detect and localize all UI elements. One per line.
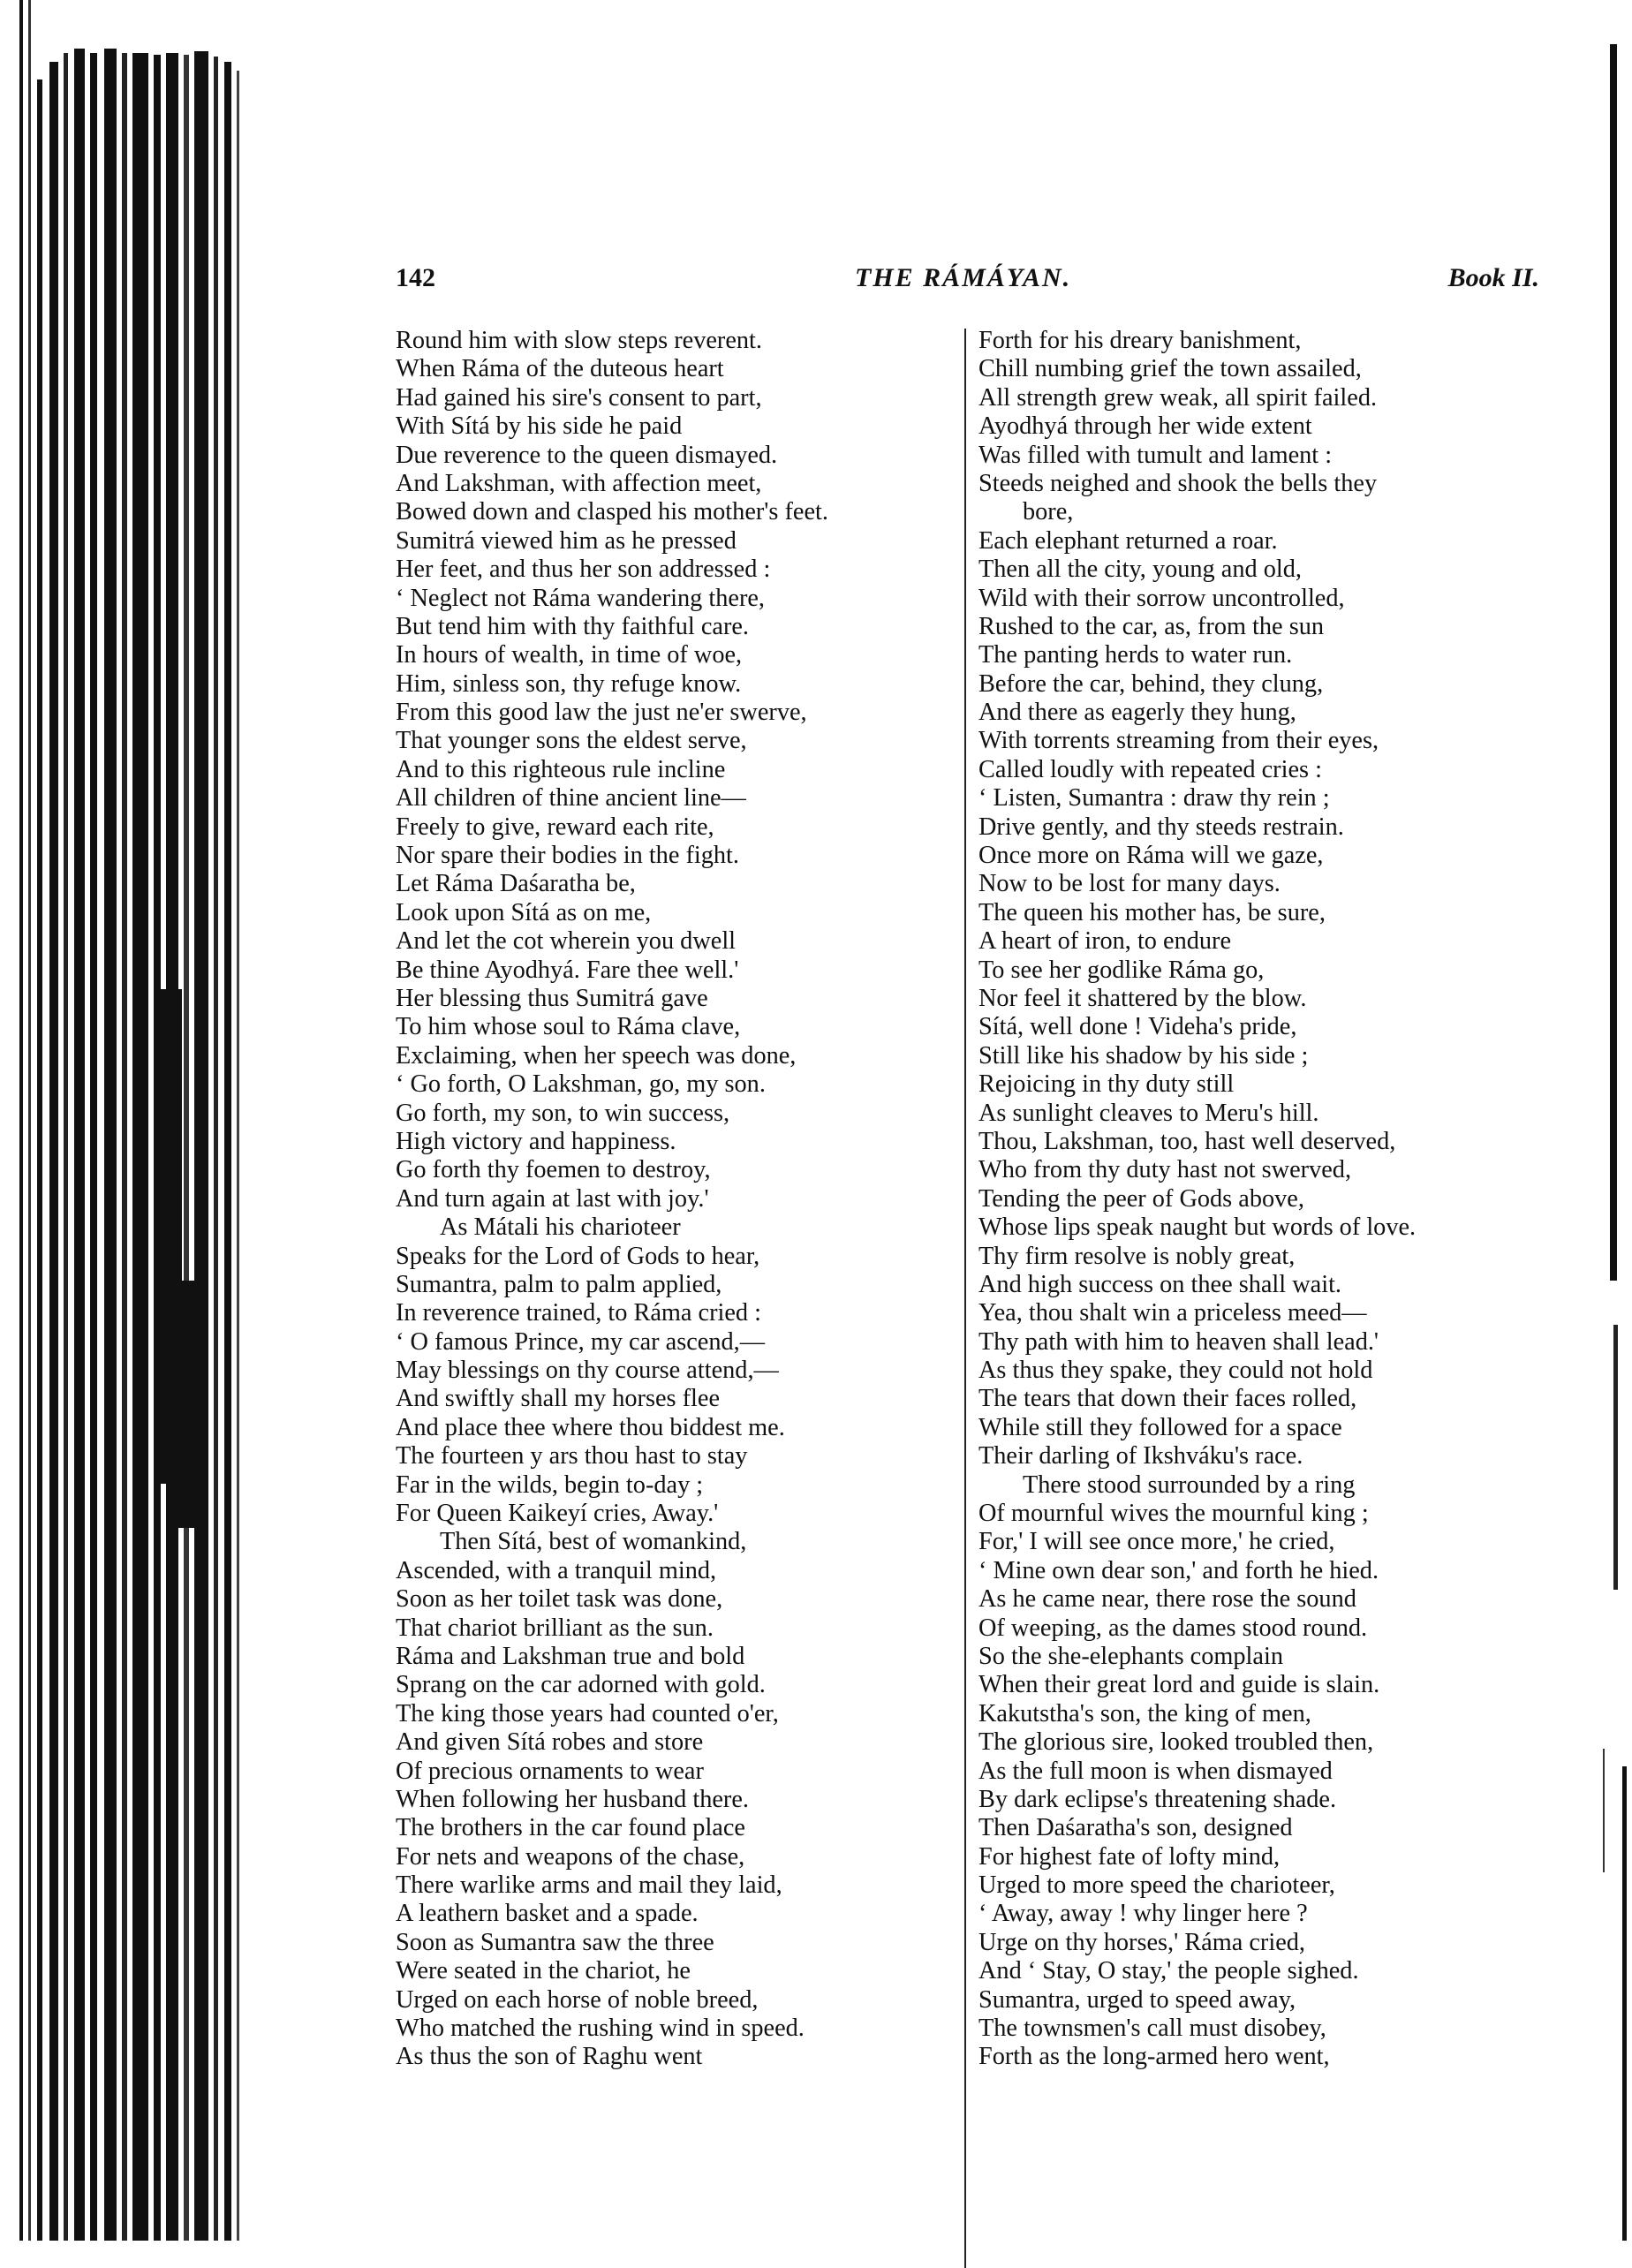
verse-line: Go forth, my son, to win success, <box>396 1099 730 1127</box>
verse-line: Were seated in the chariot, he <box>396 1957 691 1985</box>
verse-line: A heart of iron, to endure <box>978 927 1232 956</box>
verse-line: Her blessing thus Sumitrá gave <box>396 984 708 1012</box>
verse-line: And given Sítá robes and store <box>396 1728 704 1757</box>
verse-line: All strength grew weak, all spirit failed. <box>978 383 1378 412</box>
running-head <box>396 258 1539 302</box>
verse-line: And high success on thee shall wait. <box>978 1270 1342 1298</box>
verse-line: Of weeping, as the dames stood round. <box>978 1614 1368 1642</box>
left-column <box>396 327 961 2072</box>
verse-line: Speaks for the Lord of Gods to hear, <box>396 1242 760 1270</box>
verse-line: bore, <box>1023 498 1074 526</box>
verse-line: Called loudly with repeated cries : <box>978 755 1322 783</box>
verse-line: Ascended, with a tranquil mind, <box>396 1556 717 1584</box>
verse-line: That younger sons the eldest serve, <box>396 727 747 755</box>
verse-line: There stood surrounded by a ring <box>1023 1470 1356 1499</box>
verse-line: Still like his shadow by his side ; <box>978 1041 1309 1070</box>
verse-line: A leathern basket and a spade. <box>396 1900 699 1928</box>
verse-line: Thou, Lakshman, too, hast well deserved, <box>978 1127 1396 1155</box>
verse-line: Of mournful wives the mournful king ; <box>978 1500 1369 1528</box>
verse-line: Sprang on the car adorned with gold. <box>396 1671 766 1699</box>
verse-line: In hours of wealth, in time of woe, <box>396 641 743 669</box>
verse-line: Exclaiming, when her speech was done, <box>396 1041 797 1070</box>
book-gutter <box>0 0 256 2241</box>
verse-line: Then all the city, young and old, <box>978 556 1302 584</box>
verse-line: Thy firm resolve is nobly great, <box>978 1242 1296 1270</box>
verse-line: With Sítá by his side he paid <box>396 412 683 441</box>
verse-line: To him whose soul to Ráma clave, <box>396 1013 741 1041</box>
verse-line: Freely to give, reward each rite, <box>396 813 714 841</box>
verse-line: Once more on Ráma will we gaze, <box>978 842 1324 870</box>
verse-line: Forth for his dreary banishment, <box>978 327 1302 354</box>
verse-line: Whose lips speak naught but words of love. <box>978 1213 1417 1242</box>
verse-line: Let Ráma Daśaratha be, <box>396 870 636 898</box>
verse-line: Urged to more speed the charioteer, <box>978 1871 1335 1900</box>
verse-line: Her feet, and thus her son addressed : <box>396 556 771 584</box>
verse-line: The townsmen's call must disobey, <box>978 2015 1326 2043</box>
verse-line: Chill numbing grief the town assailed, <box>978 355 1362 383</box>
verse-line: ‘ Mine own dear son,' and forth he hied. <box>978 1556 1379 1584</box>
verse-line: The fourteen y ars thou hast to stay <box>396 1442 748 1470</box>
verse-line: ‘ O famous Prince, my car ascend,— <box>396 1327 766 1356</box>
verse-line: Wild with their sorrow uncontrolled, <box>978 584 1345 612</box>
verse-line: As thus the son of Raghu went <box>396 2043 703 2071</box>
verse-line: May blessings on thy course attend,— <box>396 1357 779 1385</box>
verse-line: Then Sítá, best of womankind, <box>440 1528 747 1556</box>
verse-line: Soon as her toilet task was done, <box>396 1585 723 1614</box>
verse-line: Him, sinless son, thy refuge know. <box>396 669 742 698</box>
column-divider <box>964 329 966 2268</box>
verse-line: With torrents streaming from their eyes, <box>978 727 1379 755</box>
verse-line: The panting herds to water run. <box>978 641 1293 669</box>
verse-line: Thy path with him to heaven shall lead.' <box>978 1327 1379 1356</box>
verse-line: Soon as Sumantra saw the three <box>396 1928 714 1956</box>
verse-line: Forth as the long-armed hero went, <box>978 2043 1330 2071</box>
verse-line: Steeds neighed and shook the bells they <box>978 469 1378 497</box>
verse-line: Sumantra, urged to speed away, <box>978 1985 1296 2014</box>
page-edge <box>1576 0 1632 2241</box>
verse-line: Sumantra, palm to palm applied, <box>396 1270 722 1298</box>
verse-line: Then Daśaratha's son, designed <box>978 1814 1293 1842</box>
verse-line: Bowed down and clasped his mother's feet. <box>396 498 828 526</box>
verse-line: And Lakshman, with affection meet, <box>396 469 762 497</box>
verse-line: And to this righteous rule incline <box>396 755 726 783</box>
verse-line: And place thee where thou biddest me. <box>396 1413 785 1441</box>
verse-line: And turn again at last with joy.' <box>396 1184 709 1213</box>
verse-line: Drive gently, and thy steeds restrain. <box>978 813 1344 841</box>
verse-line: There warlike arms and mail they laid, <box>396 1871 782 1900</box>
page-number: 142 <box>396 263 435 292</box>
verse-line: Had gained his sire's consent to part, <box>396 383 762 412</box>
verse-line: Now to be lost for many days. <box>978 870 1281 898</box>
verse-line: Of precious ornaments to wear <box>396 1757 704 1785</box>
verse-line: Urge on thy horses,' Ráma cried, <box>978 1928 1305 1956</box>
verse-line: Tending the peer of Gods above, <box>978 1184 1304 1213</box>
verse-line: That chariot brilliant as the sun. <box>396 1614 714 1642</box>
verse-line: Far in the wilds, begin to-day ; <box>396 1470 704 1499</box>
verse-line: Ayodhyá through her wide extent <box>978 412 1312 441</box>
verse-line: Be thine Ayodhyá. Fare thee well.' <box>396 956 739 984</box>
verse-line: From this good law the just ne'er swerve, <box>396 699 807 727</box>
verse-line: Look upon Sítá as on me, <box>396 898 652 926</box>
verse-line: For nets and weapons of the chase, <box>396 1842 745 1871</box>
verse-line: Who matched the rushing wind in speed. <box>396 2015 805 2043</box>
verse-line: For,' I will see once more,' he cried, <box>978 1528 1335 1556</box>
verse-line: All children of thine ancient line— <box>396 784 746 813</box>
verse-line: So the she-elephants complain <box>978 1642 1283 1670</box>
verse-line: Go forth thy foemen to destroy, <box>396 1156 711 1184</box>
verse-line: Round him with slow steps reverent. <box>396 327 762 354</box>
verse-line: Sumitrá viewed him as he pressed <box>396 526 737 555</box>
verse-line: ‘ Listen, Sumantra : draw thy rein ; <box>978 784 1330 813</box>
verse-line: For Queen Kaikeyí cries, Away.' <box>396 1500 719 1528</box>
verse-line: When following her husband there. <box>396 1785 749 1813</box>
verse-line: Ráma and Lakshman true and bold <box>396 1642 745 1670</box>
verse-line: As he came near, there rose the sound <box>978 1585 1356 1614</box>
verse-line: In reverence trained, to Ráma cried : <box>396 1299 762 1327</box>
verse-line: Nor feel it shattered by the blow. <box>978 984 1307 1012</box>
verse-line: Due reverence to the queen dismayed. <box>396 441 778 469</box>
verse-line: The queen his mother has, be sure, <box>978 898 1326 926</box>
verse-line: High victory and happiness. <box>396 1127 676 1155</box>
verse-line: ‘ Go forth, O Lakshman, go, my son. <box>396 1070 766 1099</box>
verse-line: By dark eclipse's threatening shade. <box>978 1785 1337 1813</box>
verse-line: Their darling of Ikshváku's race. <box>978 1442 1303 1470</box>
verse-line: When Ráma of the duteous heart <box>396 355 724 383</box>
right-column <box>978 327 1544 2072</box>
verse-line: The king those years had counted o'er, <box>396 1699 779 1727</box>
verse-line: Before the car, behind, they clung, <box>978 669 1324 698</box>
verse-line: As thus they spake, they could not hold <box>978 1357 1373 1385</box>
verse-line: And let the cot wherein you dwell <box>396 927 737 956</box>
verse-line: Urged on each horse of noble breed, <box>396 1985 759 2014</box>
verse-line: To see her godlike Ráma go, <box>978 956 1265 984</box>
verse-line: The glorious sire, looked troubled then, <box>978 1728 1374 1757</box>
verse-line: And there as eagerly they hung, <box>978 699 1296 727</box>
verse-line: Rejoicing in thy duty still <box>978 1070 1235 1099</box>
book-label: Book II. <box>1447 263 1539 292</box>
verse-line: Rushed to the car, as, from the sun <box>978 612 1325 640</box>
verse-line: When their great lord and guide is slain. <box>978 1671 1380 1699</box>
verse-line: ‘ Neglect not Ráma wandering there, <box>396 584 766 612</box>
verse-line: Nor spare their bodies in the fight. <box>396 842 739 870</box>
verse-line: But tend him with thy faithful care. <box>396 612 749 640</box>
verse-line: ‘ Away, away ! why linger here ? <box>978 1900 1308 1928</box>
verse-line: And swiftly shall my horses flee <box>396 1385 721 1413</box>
verse-line: The brothers in the car found place <box>396 1814 745 1842</box>
verse-line: And ‘ Stay, O stay,' the people sighed. <box>978 1957 1359 1985</box>
verse-line: For highest fate of lofty mind, <box>978 1842 1281 1871</box>
verse-line: As the full moon is when dismayed <box>978 1757 1333 1785</box>
verse-line: The tears that down their faces rolled, <box>978 1385 1357 1413</box>
running-title: THE RÁMÁYAN. <box>855 263 1072 292</box>
verse-line: Was filled with tumult and lament : <box>978 441 1333 469</box>
verse-line: Who from thy duty hast not swerved, <box>978 1156 1352 1184</box>
verse-line: While still they followed for a space <box>978 1413 1342 1441</box>
verse-line: Sítá, well done ! Videha's pride, <box>978 1013 1297 1041</box>
verse-line: As Mátali his charioteer <box>440 1213 681 1242</box>
verse-line: Yea, thou shalt win a priceless meed— <box>978 1299 1367 1327</box>
verse-line: As sunlight cleaves to Meru's hill. <box>978 1099 1319 1127</box>
verse-line: Kakutstha's son, the king of men, <box>978 1699 1311 1727</box>
verse-line: Each elephant returned a roar. <box>978 526 1278 555</box>
